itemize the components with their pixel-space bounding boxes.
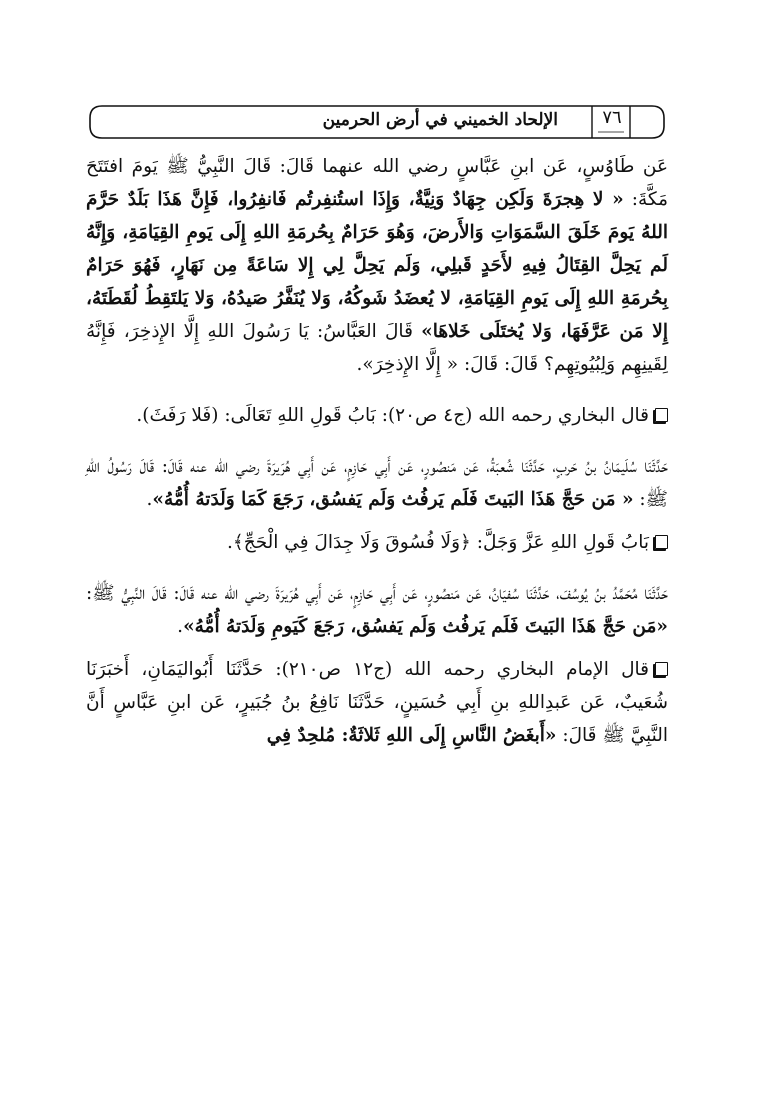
hadith-matn: «أَبغَضُ النَّاسِ إِلَى اللهِ ثَلاثَةٌ: مُلحِدٌ فِي bbox=[266, 725, 557, 746]
hadith-end: . bbox=[177, 616, 184, 637]
hadith-isnad: عَن طَاوُسٍ، عَن ابنِ عَبَّاسٍ رضي الله عنهما قَالَ: قَالَ النَّبِيُّ ﷺ يَومَ افتَتَحَ مَكَّةَ: bbox=[86, 156, 668, 210]
hadith-isnad: قال الإمام البخاري رحمه الله (ج١٢ ص٢١٠): حَدَّثَنَا أَبُواليَمَانِ، أَخبَرَنَا شُعَيبٌ، عَن عَبدِاللهِ بنِ أَبِي حُسَينٍ، حَدَّثَنَا نَافِعُ بنُ جُبَيرٍ، عَن ابنِ عَبَّاسٍ أَنَّ النَّبِيَّ ﷺ قَالَ: bbox=[86, 659, 668, 746]
hadith-continuation: قَالَ العَبَّاسُ: يَا رَسُولَ اللهِ إِلَّا الإِذخِرَ، فَإِنَّهُ لِقَينِهِم وَلِبُيُوتِهِم؟ قَالَ: قَالَ: « إِلَّا الإِذخِرَ». bbox=[86, 321, 668, 375]
chapter-heading: قال البخاري رحمه الله (ج٤ ص٢٠): بَابُ قَولِ اللهِ تَعَالَى: (فَلا رَفَثَ). bbox=[136, 405, 649, 426]
page-number: ٧٦ bbox=[602, 107, 622, 128]
square-bullet-icon bbox=[655, 535, 668, 549]
hadith-end: . bbox=[146, 489, 153, 510]
paragraph-chapter-fusuq bbox=[86, 526, 668, 559]
square-bullet-icon bbox=[655, 662, 668, 676]
running-header-title: الإلحاد الخميني في أرض الحرمين bbox=[322, 110, 558, 130]
chapter-heading: بَابُ قَولِ اللهِ عَزَّ وَجَلَّ: ﴿وَلَا فُسُوقَ وَلَا جِدَالَ فِي الْحَجِّ﴾. bbox=[227, 532, 649, 553]
hadith-matn: « لا هِجرَةَ وَلَكِن جِهَادٌ وَنِيَّةٌ، وَإِذَا استُنفِرتُم فَانفِرُوا، فَإِنَّ هَذَا بَلَدٌ حَرَّمَ اللهُ يَومَ خَلَقَ السَّمَوَاتِ وَالأَرضَ، وَهُوَ حَرَامٌ بِحُرمَةِ اللهِ إِلَى يَومِ القِيَامَةِ، وَإِنَّهُ لَم يَحِلَّ القِتَالُ فِيهِ لأَحَدٍ قَبلِي، وَلَم يَحِلَّ لِي إِلا سَاعَةً مِن نَهَارٍ، فَهُوَ حَرَامٌ بِحُرمَةِ اللهِ إِلَى يَومِ القِيَامَةِ، لا يُعضَدُ شَوكُهُ، وَلا يُنَفَّرُ صَيدُهُ، وَلا يَلتَقِطُ لُقَطَتَهُ، إِلا مَن عَرَّفَهَا، وَلا يُختَلَى خَلاهَا» bbox=[86, 189, 668, 342]
hadith-isnad: حَدَّثَنَا مُحَمَّدُ بنُ يُوسُفَ، حَدَّثَنَا سُفيَانُ، عَن مَنصُورٍ، عَن أَبِي حَازِمٍ، عَن أَبِي هُرَيرَةَ رضي الله عنه قَالَ: قَالَ النَّبِيُّ ﷺ: bbox=[86, 583, 668, 604]
page-body bbox=[86, 150, 668, 752]
paragraph-hadith-mecca bbox=[86, 150, 668, 381]
paragraph-hadith-hajj-2 bbox=[86, 577, 668, 643]
hadith-isnad: حَدَّثَنَا سُلَيمَانُ بنُ حَربٍ، حَدَّثَنَا شُعبَةُ، عَن مَنصُورٍ، عَن أَبِي حَازِمٍ، عَن أَبِي هُرَيرَةَ رضي الله عنه قَالَ: قَالَ رَسُولُ اللهِ ﷺ: bbox=[86, 456, 668, 510]
hadith-matn: « مَن حَجَّ هَذَا البَيتَ فَلَم يَرفُث وَلَم يَفسُق، رَجَعَ كَمَا وَلَدَتهُ أُمُّهُ» bbox=[152, 489, 634, 510]
paragraph-hadith-hajj-1 bbox=[86, 450, 668, 516]
hadith-matn: «مَن حَجَّ هَذَا البَيتَ فَلَم يَرفُث وَلَم يَفسُق، رَجَعَ كَيَومِ وَلَدَتهُ أُمُّهُ» bbox=[183, 616, 668, 637]
page-header bbox=[88, 104, 666, 140]
paragraph-bukhari-rafath bbox=[86, 399, 668, 432]
square-bullet-icon bbox=[655, 408, 668, 422]
paragraph-bukhari-abghad bbox=[86, 653, 668, 752]
